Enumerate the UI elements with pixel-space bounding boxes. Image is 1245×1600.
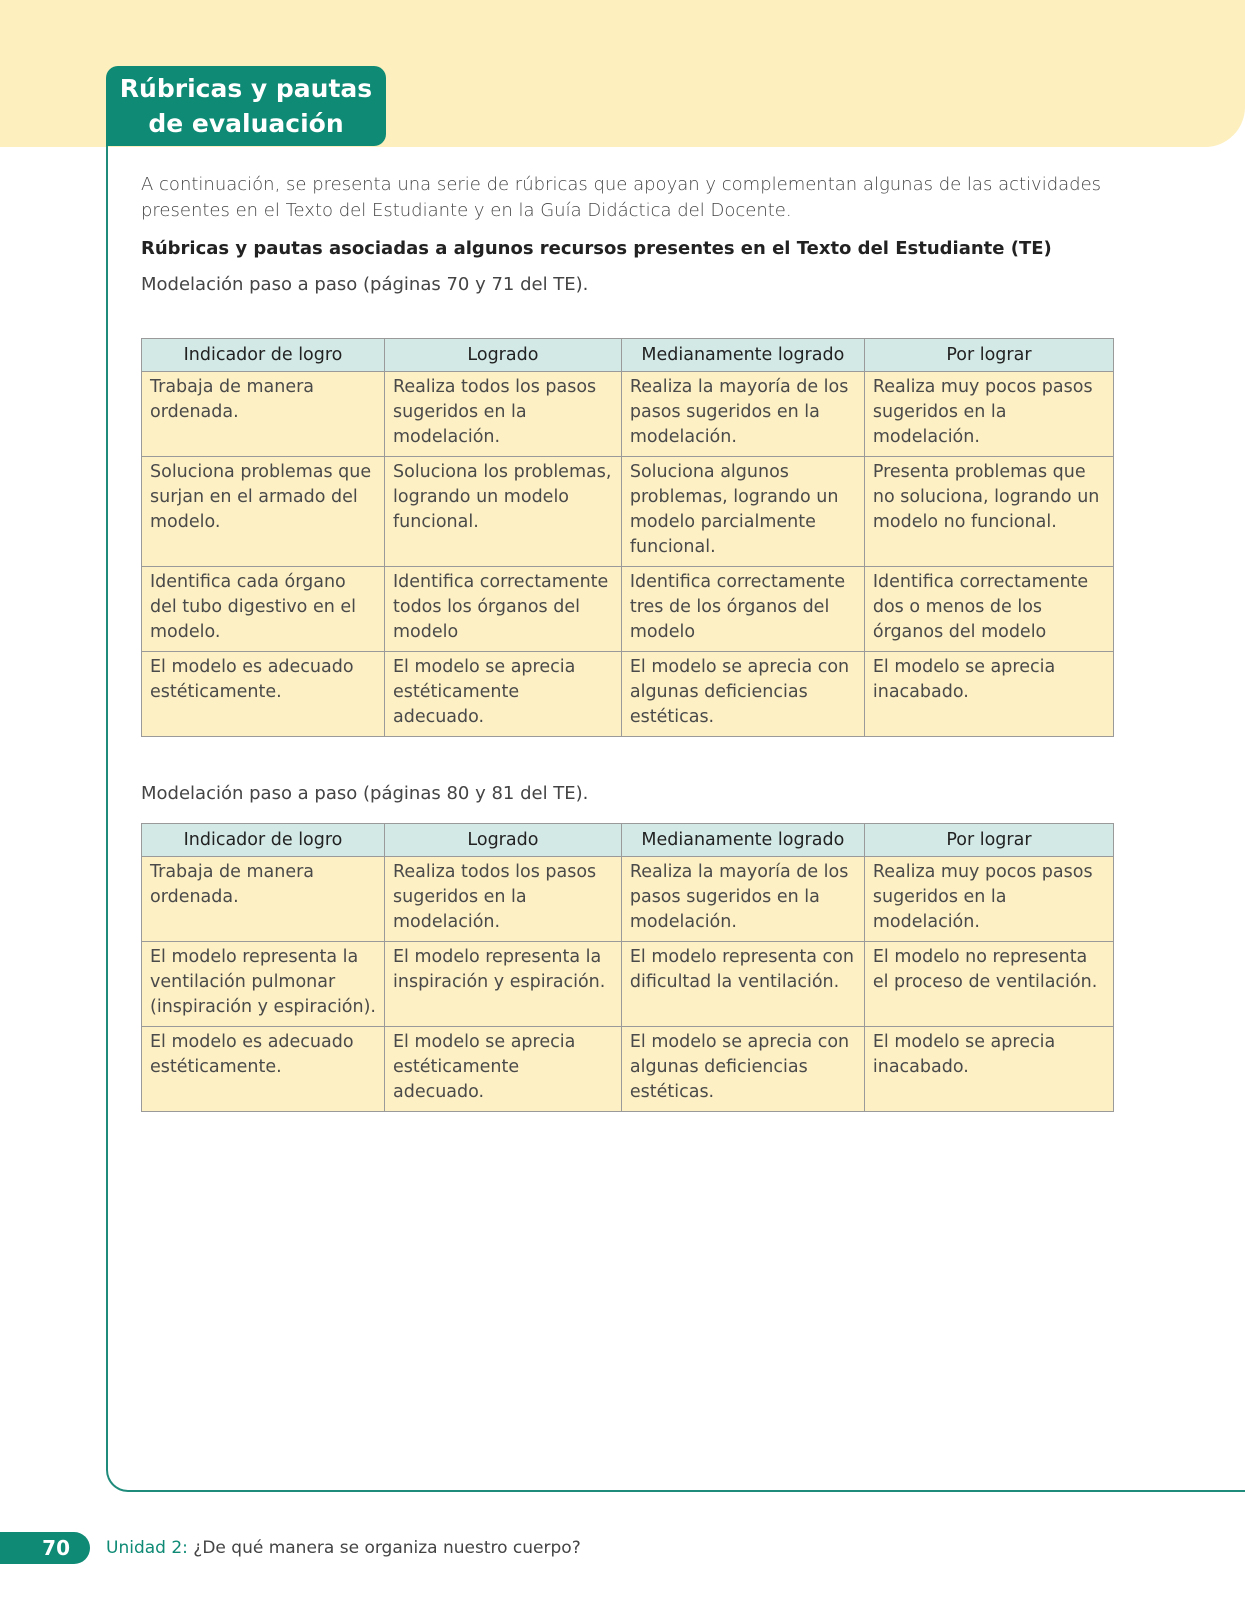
footer-unit-title: ¿De qué manera se organiza nuestro cuerpo? xyxy=(193,1538,581,1558)
table-row xyxy=(142,372,1114,457)
main-content xyxy=(141,172,1121,1112)
page-title: Rúbricas y pautas de evaluación xyxy=(106,66,386,146)
column-header: Por lograr xyxy=(864,339,1113,372)
table-cell: Realiza la mayoría de los pasos sugeridos en la modelación. xyxy=(621,372,864,457)
table-row xyxy=(142,567,1114,652)
table-cell: Realiza la mayoría de los pasos sugeridos en la modelación. xyxy=(621,857,864,942)
rubric-table-1 xyxy=(141,338,1114,737)
intro-paragraph: A continuación, se presenta una serie de rúbricas que apoyan y complementan algunas de las actividades presentes en el Texto del Estudiante y en la Guía Didáctica del Docente. xyxy=(141,174,1102,221)
table-cell: Identifica correctamente dos o menos de los órganos del modelo xyxy=(864,567,1113,652)
table-cell: Soluciona los problemas, logrando un modelo funcional. xyxy=(385,457,622,567)
table-row xyxy=(142,652,1114,737)
page-number: 70 xyxy=(0,1532,90,1564)
table-cell: El modelo se aprecia estéticamente adecuado. xyxy=(385,652,622,737)
table-row xyxy=(142,942,1114,1027)
table-cell: Realiza todos los pasos sugeridos en la modelación. xyxy=(385,372,622,457)
column-header: Indicador de logro xyxy=(142,339,385,372)
table-cell: El modelo representa la ventilación pulmonar (inspiración y espiración). xyxy=(142,942,385,1027)
table-cell: Identifica cada órgano del tubo digestivo en el modelo. xyxy=(142,567,385,652)
table-cell: Realiza muy pocos pasos sugeridos en la modelación. xyxy=(864,372,1113,457)
table-cell: El modelo no representa el proceso de ventilación. xyxy=(864,942,1113,1027)
column-header: Indicador de logro xyxy=(142,824,385,857)
table-cell: El modelo representa la inspiración y espiración. xyxy=(385,942,622,1027)
table-cell: Trabaja de manera ordenada. xyxy=(142,857,385,942)
table-row xyxy=(142,457,1114,567)
table-cell: Realiza muy pocos pasos sugeridos en la modelación. xyxy=(864,857,1113,942)
table-cell: El modelo se aprecia inacabado. xyxy=(864,1027,1113,1112)
column-header: Logrado xyxy=(385,339,622,372)
table-cell: El modelo se aprecia estéticamente adecuado. xyxy=(385,1027,622,1112)
table-cell: Trabaja de manera ordenada. xyxy=(142,372,385,457)
column-header: Logrado xyxy=(385,824,622,857)
table-cell: Presenta problemas que no soluciona, logrando un modelo no funcional. xyxy=(864,457,1113,567)
table-cell: Soluciona problemas que surjan en el armado del modelo. xyxy=(142,457,385,567)
column-header: Por lograr xyxy=(864,824,1113,857)
column-header: Medianamente logrado xyxy=(621,339,864,372)
table-cell: El modelo representa con dificultad la ventilación. xyxy=(621,942,864,1027)
table-cell: Realiza todos los pasos sugeridos en la modelación. xyxy=(385,857,622,942)
table-cell: Identifica correctamente todos los órganos del modelo xyxy=(385,567,622,652)
footer-unit-line xyxy=(106,1536,581,1560)
table-caption-2: Modelación paso a paso (páginas 80 y 81 del TE). xyxy=(141,783,589,804)
table-cell: Soluciona algunos problemas, logrando un modelo parcialmente funcional. xyxy=(621,457,864,567)
table-cell: El modelo se aprecia con algunas deficiencias estéticas. xyxy=(621,1027,864,1112)
table-row xyxy=(142,1027,1114,1112)
table-cell: El modelo se aprecia con algunas deficiencias estéticas. xyxy=(621,652,864,737)
table-row xyxy=(142,857,1114,942)
column-header: Medianamente logrado xyxy=(621,824,864,857)
rubric-table-2 xyxy=(141,823,1114,1112)
table-header-row xyxy=(142,339,1114,372)
table-cell: El modelo es adecuado estéticamente. xyxy=(142,652,385,737)
table-header-row xyxy=(142,824,1114,857)
section-subheading: Rúbricas y pautas asociadas a algunos recursos presentes en el Texto del Estudiante (TE) xyxy=(141,238,1052,259)
table-cell: El modelo es adecuado estéticamente. xyxy=(142,1027,385,1112)
table-caption-1: Modelación paso a paso (páginas 70 y 71 del TE). xyxy=(141,274,589,295)
table-cell: Identifica correctamente tres de los órganos del modelo xyxy=(621,567,864,652)
footer-unit-label: Unidad 2: xyxy=(106,1538,188,1558)
table-cell: El modelo se aprecia inacabado. xyxy=(864,652,1113,737)
